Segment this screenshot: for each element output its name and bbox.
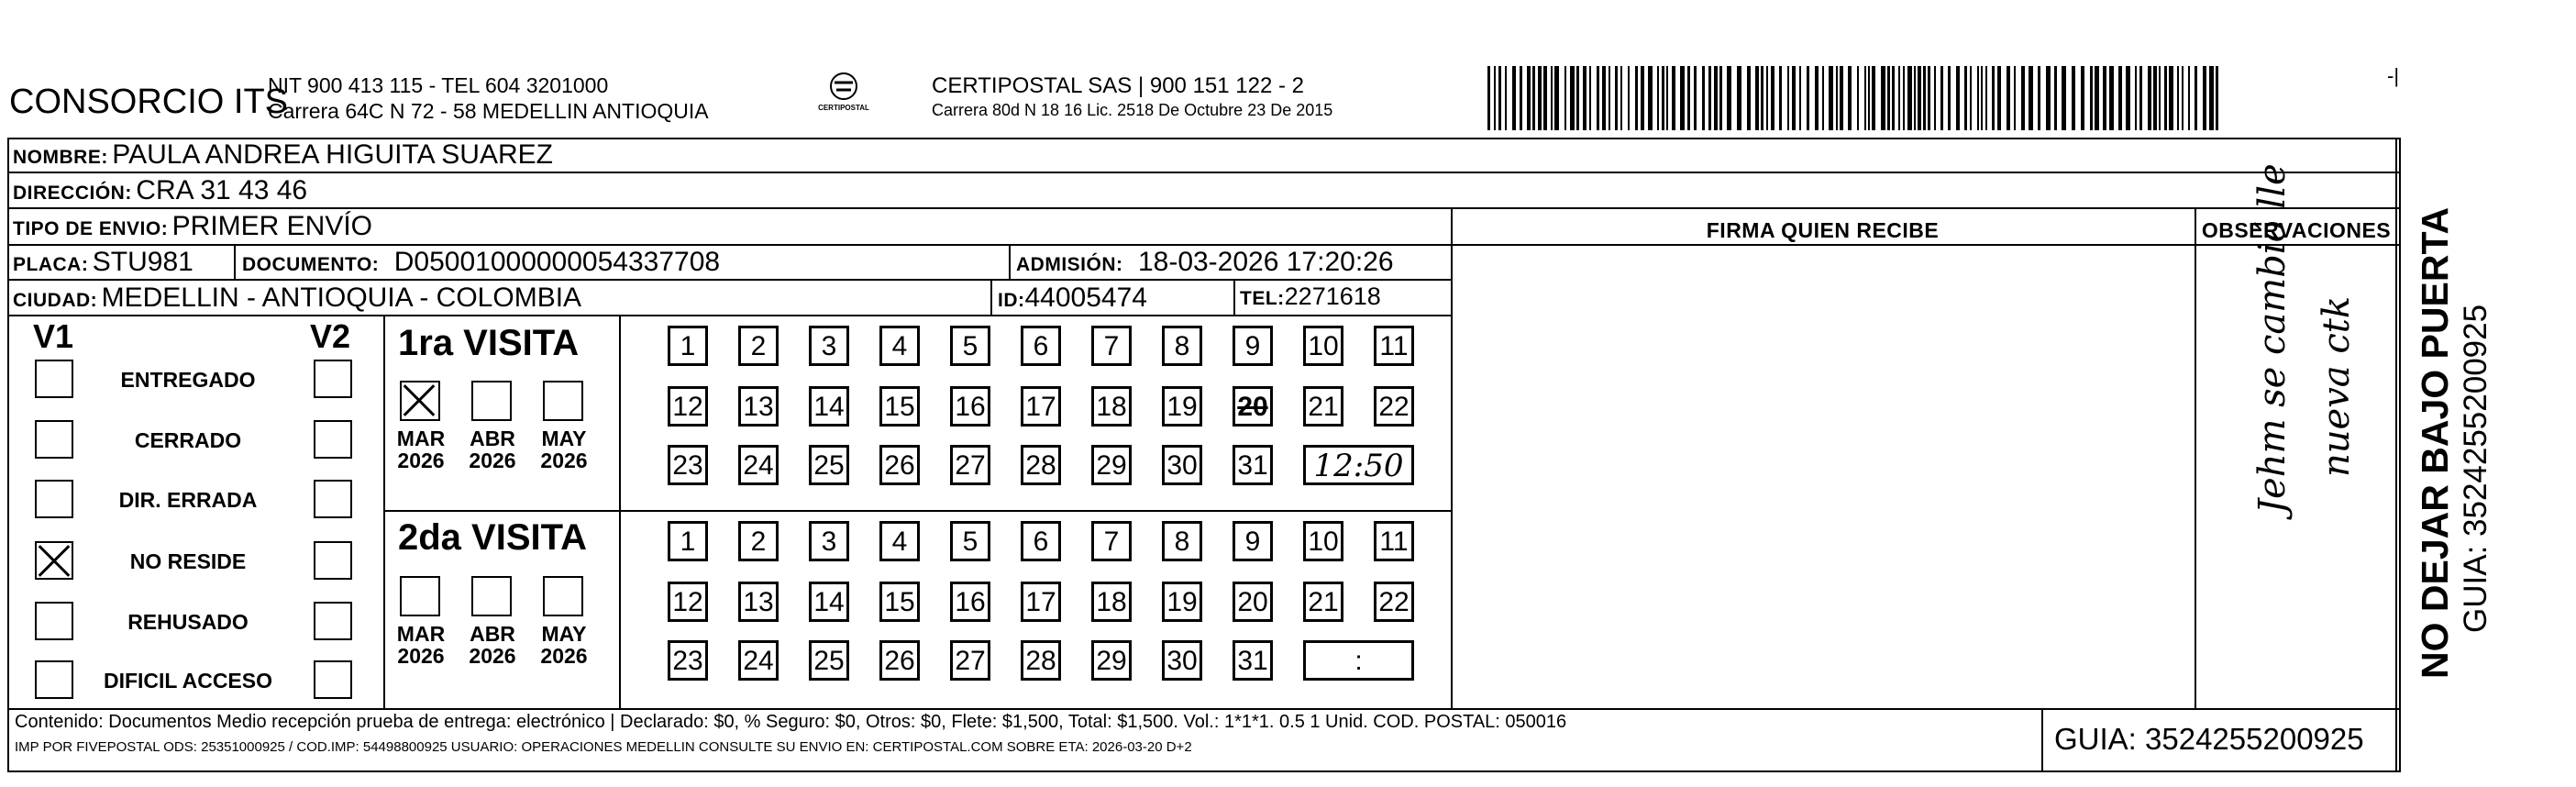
barcode-bar [1628,66,1630,130]
nombre-label: NOMBRE: [13,147,108,168]
barcode-bar [2164,66,2167,130]
day-box[interactable]: 9 [1233,326,1273,366]
placa-label: PLACA: [13,254,89,275]
day-box[interactable]: 6 [1021,326,1061,366]
documento-value: D05001000000054337708 [393,247,721,277]
year-label: 2026 [397,644,445,668]
day-box[interactable]: 19 [1162,386,1202,427]
firma-header: FIRMA QUIEN RECIBE [1706,218,1940,242]
tipo-envio-label: TIPO DE ENVIO: [13,218,169,239]
day-box[interactable]: 8 [1162,326,1202,366]
barcode-bar [1799,66,1801,130]
company-name: CONSORCIO ITS [9,83,289,121]
day-box[interactable]: 22 [1374,386,1414,427]
direccion-value: CRA 31 43 46 [136,175,308,205]
day-box[interactable]: 2 [738,521,779,561]
day-box[interactable]: 6 [1021,521,1061,561]
barcode-bar [1648,66,1653,130]
visit2-title: 2da VISITA [398,517,587,558]
barcode-bar [1997,66,2001,130]
barcode-bar [1822,66,1824,130]
day-box[interactable]: 30 [1162,445,1202,485]
month-checkbox[interactable] [400,576,440,616]
barcode-bar [2135,66,2137,130]
barcode-bar [1940,66,1943,130]
barcode-bar [1964,66,1967,130]
barcode-bar [1992,66,1995,130]
day-box[interactable]: 7 [1091,326,1132,366]
barcode-bar [1666,66,1668,130]
barcode-bar [1564,66,1566,130]
v2-checkbox[interactable] [314,420,352,459]
day-box[interactable]: 23 [668,640,708,681]
barcode-bar [1857,66,1859,130]
month-checkbox[interactable] [543,576,583,616]
barcode-bar [1779,66,1782,130]
day-box[interactable]: 4 [879,326,920,366]
day-box[interactable]: 15 [879,386,920,427]
day-box[interactable]: 16 [950,386,990,427]
side-guia: GUIA: 3524255200925 [2458,304,2493,633]
barcode-bar [1570,66,1575,130]
barcode-bar [1657,66,1659,130]
barcode-bar [2081,66,2084,130]
day-box[interactable]: 29 [1091,640,1132,681]
day-box[interactable]: 11 [1374,326,1414,366]
day-box[interactable]: 17 [1021,386,1061,427]
barcode-bar [1551,66,1553,130]
placa-value: STU981 [92,247,193,277]
day-box[interactable]: 28 [1021,445,1061,485]
barcode-bar [1934,66,1936,130]
barcode-bar [1792,66,1796,130]
day-box[interactable]: 12 [668,582,708,622]
month-checkbox[interactable] [543,381,583,421]
month-label: MAR [396,427,446,450]
day-box[interactable]: 1 [668,521,708,561]
barcode-bar [1807,66,1809,130]
handwriting-line-1: Jehm se cambió lle [2251,163,2294,514]
barcode-bar [1840,66,1843,130]
day-box[interactable]: 25 [809,445,849,485]
day-box[interactable]: 27 [950,640,990,681]
barcode-bar [2159,66,2161,130]
barcode-bar [1719,66,1722,130]
barcode-bar [2021,66,2025,130]
day-box[interactable]: 26 [879,445,920,485]
month-checkbox[interactable] [400,381,440,421]
day-box[interactable]: 25 [809,640,849,681]
barcode-bar [1737,66,1741,130]
day-box[interactable]: 11 [1374,521,1414,561]
month-label: MAY [541,622,587,646]
barcode-bar [2095,66,2099,130]
day-box[interactable]: 1 [668,326,708,366]
visit1-title: 1ra VISITA [398,323,580,363]
day-box[interactable]: 14 [809,386,849,427]
month-label: ABR [470,622,515,646]
day-box[interactable]: 18 [1091,386,1132,427]
day-box[interactable]: 7 [1091,521,1132,561]
barcode-bar [2062,66,2066,130]
barcode-bar [1494,66,1496,130]
barcode-bar [1498,66,1501,130]
year-label: 2026 [469,644,516,668]
barcode-bar [2014,66,2016,130]
day-box[interactable]: 31 [1233,445,1273,485]
barcode-bar [1864,66,1866,130]
barcode-bar [1815,66,1819,130]
day-box[interactable]: 18 [1091,582,1132,622]
barcode-bar [1887,66,1890,130]
barcode-bar [2046,66,2051,130]
barcode-bar [2126,66,2130,130]
barcode-bar [1836,66,1838,130]
barcode-bar [1868,66,1870,130]
barcode-bar [2007,66,2010,130]
barcode-bar [1872,66,1875,130]
barcode-bar [1923,66,1926,130]
barcode-bar [1576,66,1579,130]
barcode-bar [1635,66,1638,130]
barcode-bar [1985,66,1987,130]
barcode-bar [1977,66,1979,130]
barcode-bar [2054,66,2057,130]
barcode-bar [1714,66,1718,130]
barcode-bar [1487,66,1490,130]
day-box[interactable]: 10 [1303,326,1343,366]
barcode-bar [1881,66,1885,130]
footer-line-2: IMP POR FIVEPOSTAL ODS: 25351000925 / COD.IMP: 54498800925 USUARIO: OPERACIONES MEDELLIN CONSULTE SU ENVIO EN: CERTIPOSTAL.COM SOBRE ETA: 2026-03-20 D+2 [15,739,1192,755]
nombre-value: PAULA ANDREA HIGUITA SUAREZ [112,139,553,170]
v2-checkbox[interactable] [314,480,352,518]
month-checkbox[interactable] [471,381,512,421]
courier-line: CERTIPOSTAL SAS | 900 151 122 - 2 [932,73,1304,98]
barcode-bar [1948,66,1951,130]
tel-value: 2271618 [1284,283,1381,310]
barcode-bar [1602,66,1606,130]
status-label: NO RESIDE [129,549,247,573]
barcode-bar [1761,66,1763,130]
barcode-bar [1970,66,1972,130]
day-box[interactable]: 26 [879,640,920,681]
v2-checkbox[interactable] [314,360,352,398]
handwriting-line-2: nueva ctk [2316,295,2358,477]
barcode-bar [2182,66,2184,130]
barcode-bar [1848,66,1852,130]
day-box[interactable]: 31 [1233,640,1273,681]
barcode-bar [1903,66,1905,130]
logo-text: CERTIPOSTAL [818,104,869,112]
barcode [1487,66,2221,130]
barcode-bar [2072,66,2075,130]
admision-label: ADMISIÓN: [1016,254,1123,275]
day-box[interactable]: 4 [879,521,920,561]
status-label: DIFICIL ACCESO [103,669,272,693]
barcode-bar [1892,66,1895,130]
barcode-bar [2090,66,2093,130]
barcode-bar [1680,66,1685,130]
barcode-bar [1543,66,1547,130]
barcode-bar [1554,66,1559,130]
barcode-bar [1672,66,1675,130]
v2-label: V2 [310,317,351,355]
day-box[interactable]: 23 [668,445,708,485]
day-box[interactable]: 5 [950,326,990,366]
day-box[interactable]: 13 [738,582,779,622]
certipostal-logo [807,72,880,127]
barcode-bar [1597,66,1599,130]
direccion-label: DIRECCIÓN: [13,183,132,204]
day-box[interactable]: 16 [950,582,990,622]
barcode-bar [1747,66,1751,130]
documento-label: DOCUMENTO: [242,254,380,275]
barcode-bar [2148,66,2151,130]
barcode-bar [1527,66,1531,130]
barcode-bar [1829,66,1833,130]
v2-checkbox[interactable] [314,660,352,699]
barcode-bar [1918,66,1921,130]
courier-address: Carrera 80d N 18 16 Lic. 2518 De Octubre 23 De 2015 [932,101,1333,119]
day-box[interactable]: 14 [809,582,849,622]
barcode-bar [2195,66,2197,130]
time-box[interactable]: : [1303,640,1414,681]
day-box[interactable]: 20 [1233,582,1273,622]
barcode-bar [2216,66,2218,130]
year-label: 2026 [469,449,516,472]
day-box[interactable]: 21 [1303,386,1343,427]
barcode-bar [1505,66,1507,130]
day-box[interactable]: 13 [738,386,779,427]
footer-guia: GUIA: 3524255200925 [2054,722,2364,756]
barcode-bar [2169,66,2173,130]
barcode-bar [1928,66,1930,130]
barcode-bar [1766,66,1768,130]
day-box[interactable]: 29 [1091,445,1132,485]
observaciones-header: OBSERVACIONES [2201,218,2392,242]
year-label: 2026 [540,644,588,668]
barcode-bar [2177,66,2179,130]
side-warning: NO DEJAR BAJO PUERTA [2414,206,2456,679]
barcode-bar [1755,66,1759,130]
day-box[interactable]: 10 [1303,521,1343,561]
barcode-bar [1694,66,1697,130]
barcode-bar [1702,66,1705,130]
barcode-bar [1907,66,1912,130]
v1-label: V1 [33,317,74,355]
ciudad-value: MEDELLIN - ANTIOQUIA - COLOMBIA [101,283,582,313]
day-box[interactable]: 9 [1233,521,1273,561]
day-box[interactable]: 24 [738,445,779,485]
barcode-bar [1898,66,1900,130]
month-label: MAR [396,622,446,646]
year-label: 2026 [540,449,588,472]
status-label: REHUSADO [127,610,249,634]
barcode-bar [2038,66,2040,130]
tel-label: TEL: [1240,288,1285,309]
month-label: ABR [470,427,515,450]
day-box[interactable]: 28 [1021,640,1061,681]
barcode-bar [2153,66,2157,130]
barcode-bar [2139,66,2142,130]
barcode-bar [1956,66,1960,130]
year-label: 2026 [397,449,445,472]
barcode-bar [1787,66,1789,130]
barcode-bar [1771,66,1774,130]
ciudad-label: CIUDAD: [13,290,98,311]
barcode-bar [1589,66,1591,130]
day-box[interactable]: 22 [1374,582,1414,622]
company-address: Carrera 64C N 72 - 58 MEDELLIN ANTIOQUIA [268,99,709,123]
barcode-bar [2188,66,2190,130]
day-box[interactable]: 19 [1162,582,1202,622]
barcode-bar [1609,66,1610,130]
month-label: MAY [541,427,587,450]
barcode-bar [2029,66,2033,130]
barcode-bar [1914,66,1916,130]
barcode-bar [2118,66,2122,130]
day-box[interactable]: 21 [1303,582,1343,622]
barcode-bar [1520,66,1522,130]
barcode-bar [2103,66,2106,130]
month-checkbox[interactable] [471,576,512,616]
day-box[interactable]: 17 [1021,582,1061,622]
barcode-bar [1662,66,1664,130]
barcode-bar [1532,66,1535,130]
barcode-bar [1981,66,1983,130]
v2-checkbox[interactable] [314,602,352,640]
barcode-bar [1727,66,1731,130]
footer-line-1: Contenido: Documentos Medio recepción prueba de entrega: electrónico | Declarado: $0, % Seguro: $0, Otros: $0, Flete: $1,500, Total: $1,500. Vol.: 1*1*1. 0.5 1 Unid. COD. POSTAL: 050016 [15,712,1567,732]
barcode-bar [1620,66,1622,130]
status-label: DIR. ERRADA [118,488,258,512]
id-value: 44005474 [1024,283,1147,313]
time-box[interactable]: 12:50 [1303,445,1414,485]
barcode-bar [1583,66,1587,130]
corner-mark: -| [2387,64,2400,87]
day-box[interactable]: 15 [879,582,920,622]
status-label: CERRADO [134,428,242,452]
barcode-bar [1708,66,1711,130]
day-box[interactable]: 3 [809,326,849,366]
day-box[interactable]: 12 [668,386,708,427]
barcode-bar [2209,66,2214,130]
barcode-bar [1538,66,1542,130]
day-box[interactable]: 30 [1162,640,1202,681]
id-label: ID: [998,290,1025,311]
company-nit: NIT 900 413 115 - TEL 604 3201000 [268,73,609,97]
day-box[interactable]: 20 [1233,386,1273,427]
barcode-bar [1687,66,1690,130]
logo-icon [825,72,862,103]
tipo-envio-value: PRIMER ENVÍO [171,211,373,241]
barcode-bar [1641,66,1644,130]
barcode-bar [2203,66,2206,130]
status-label: ENTREGADO [120,368,256,392]
v2-checkbox[interactable] [314,541,352,580]
day-box[interactable]: 5 [950,521,990,561]
day-box[interactable]: 3 [809,521,849,561]
day-box[interactable]: 8 [1162,521,1202,561]
barcode-bar [1512,66,1516,130]
barcode-bar [1615,66,1618,130]
day-box[interactable]: 2 [738,326,779,366]
day-box[interactable]: 27 [950,445,990,485]
day-box[interactable]: 24 [738,640,779,681]
admision-value: 18-03-2026 17:20:26 [1137,247,1394,277]
barcode-bar [2109,66,2114,130]
